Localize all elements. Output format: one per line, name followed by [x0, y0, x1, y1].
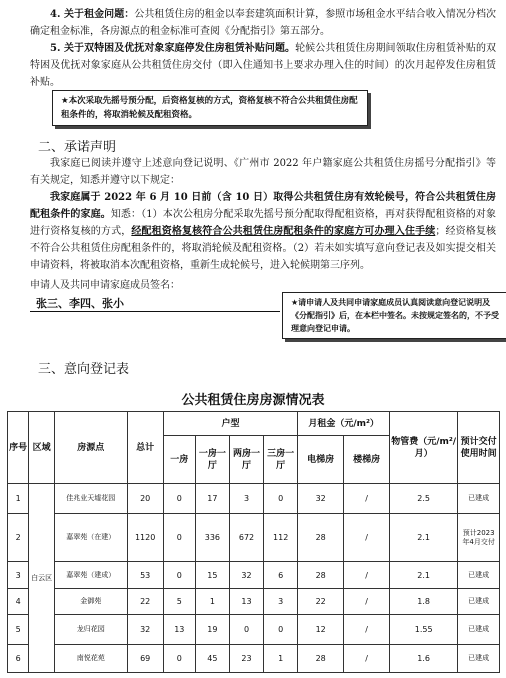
section-5-body: 轮候公共租赁住房期间领取住房租赁补贴的双特困及优抚对象家庭从公共租赁住房交付（即入住通知书上要求办理入住的时间）的次月起停发住房租赁补贴。: [30, 43, 497, 88]
section-4-paragraph: [30, 6, 496, 40]
cell-total: 22: [127, 589, 163, 615]
header-rent: 月租金（元/m²）: [298, 412, 390, 436]
cell-one-bed: 1: [195, 589, 229, 615]
cell-elevator-rent: 12: [298, 615, 344, 645]
table-row: [8, 514, 500, 562]
cell-stair-rent: /: [344, 589, 390, 615]
notice-text-review: ★本次采取先摇号预分配，后资格复核的方式，资格复核不符合公共租赁住房配租条件的，将取消轮候及配租资格。: [61, 96, 358, 120]
cell-fee: 1.55: [390, 615, 458, 645]
cell-district: 白云区: [29, 484, 55, 673]
cell-one-bed: 19: [195, 615, 229, 645]
cell-elevator-rent: 22: [298, 589, 344, 615]
cell-three-bed: 0: [264, 484, 298, 514]
table-row: [8, 484, 500, 514]
cell-three-bed: 6: [264, 562, 298, 589]
notice-box-review: [52, 90, 368, 126]
cell-one-room: 5: [163, 589, 195, 615]
subheader-one-bed-one-hall: 一房一厅: [195, 436, 229, 484]
cell-total: 69: [127, 645, 163, 673]
cell-seq: 1: [8, 484, 29, 514]
cell-elevator-rent: 28: [298, 514, 344, 562]
cell-total: 53: [127, 562, 163, 589]
cell-stair-rent: /: [344, 645, 390, 673]
cell-total: 32: [127, 615, 163, 645]
section-4-body: 公共租赁住房的租金以奉套建筑面积计算，参照市场租金水平结合收入情况分档次确定租金标准，各房源点的租金标准可查阅《分配指引》第五部分。: [30, 9, 497, 37]
cell-project: 嘉翠苑（在建）: [54, 514, 127, 562]
cell-one-bed: 17: [195, 484, 229, 514]
cell-fee: 2.1: [390, 514, 458, 562]
subheader-one-room: 一房: [163, 436, 195, 484]
cell-one-room: 0: [163, 562, 195, 589]
cell-project: 佳兆业天墟花园: [54, 484, 127, 514]
table-title: 公共租赁住房房源情况表: [181, 393, 325, 408]
cell-elevator-rent: 32: [298, 484, 344, 514]
cell-stair-rent: /: [344, 514, 390, 562]
cell-total: 20: [127, 484, 163, 514]
cell-one-room: 13: [163, 615, 195, 645]
cell-delivery: 已建成: [458, 645, 500, 673]
cell-three-bed: 1: [264, 645, 298, 673]
cell-one-room: 0: [163, 484, 195, 514]
subheader-elevator: 电梯房: [298, 436, 344, 484]
cell-delivery: 已建成: [458, 484, 500, 514]
header-district: 区域: [29, 412, 55, 484]
housing-table: [7, 411, 500, 673]
signature-line: [30, 311, 280, 312]
table-row: [8, 615, 500, 645]
cell-seq: 4: [8, 589, 29, 615]
cell-two-bed: 3: [229, 484, 263, 514]
cell-elevator-rent: 28: [298, 645, 344, 673]
cell-delivery: 预计2023年4月交付: [458, 514, 500, 562]
signature-names: 张三、李四、张小: [36, 297, 124, 310]
cell-fee: 2.5: [390, 484, 458, 514]
subheader-stair: 楼梯房: [344, 436, 390, 484]
section-3-heading: 三、意向登记表: [38, 362, 130, 377]
declaration-p1: 我家庭已阅读并遵守上述意向登记说明、《广州市 2022 年户籍家庭公共租赁住房摇号分配指引》等有关规定，知悉并遵守以下规定：: [30, 158, 496, 186]
subheader-two-bed-one-hall: 两房一厅: [229, 436, 263, 484]
cell-three-bed: 112: [264, 514, 298, 562]
cell-project: 南悦花苑: [54, 645, 127, 673]
cell-one-room: 0: [163, 645, 195, 673]
signature-label: 申请人及共同申请家庭成员签名：: [30, 280, 180, 291]
cell-two-bed: 672: [229, 514, 263, 562]
header-seq: 序号: [8, 412, 29, 484]
section-2-heading: 二、承诺声明: [38, 140, 117, 155]
cell-total: 1120: [127, 514, 163, 562]
cell-three-bed: 3: [264, 589, 298, 615]
declaration-underline: 经配租资格复核符合公共租赁住房配租条件的家庭方可办理入住手续: [131, 226, 436, 237]
cell-delivery: 已建成: [458, 589, 500, 615]
cell-fee: 1.6: [390, 645, 458, 673]
header-delivery: 预计交付使用时间: [458, 412, 500, 484]
table-row: [8, 562, 500, 589]
header-layout: 户型: [163, 412, 297, 436]
declaration-mid: 知悉：（1）本次公租房分配采取先摇号预分配取得配租资格，再对获得配租资格的对象进行资格复核的方式，: [30, 209, 496, 237]
cell-project: 金御苑: [54, 589, 127, 615]
subheader-three-bed-one-hall: 三房一厅: [264, 436, 298, 484]
cell-two-bed: 32: [229, 562, 263, 589]
cell-stair-rent: /: [344, 615, 390, 645]
cell-elevator-rent: 28: [298, 562, 344, 589]
declaration-tail: ；经资格复核不符合公共租赁住房配租条件的，将取消轮候及配租资格。（2）若未如实填写意向登记表及如实提交相关申请资料，将被取消本次配租资格，重新生成轮候号，进入轮候期第三序列。: [30, 226, 497, 271]
table-row: [8, 589, 500, 615]
cell-one-bed: 336: [195, 514, 229, 562]
cell-project: 嘉翠苑（建成）: [54, 562, 127, 589]
cell-seq: 2: [8, 514, 29, 562]
cell-two-bed: 13: [229, 589, 263, 615]
header-property-fee: 物管费（元/m²/月）: [390, 412, 458, 484]
cell-delivery: 已建成: [458, 615, 500, 645]
table-row: [8, 645, 500, 673]
cell-seq: 3: [8, 562, 29, 589]
cell-delivery: 已建成: [458, 562, 500, 589]
cell-seq: 5: [8, 615, 29, 645]
header-total: 总计: [127, 412, 163, 484]
cell-one-bed: 15: [195, 562, 229, 589]
cell-fee: 1.8: [390, 589, 458, 615]
notice-text-signature: ★请申请人及共同申请家庭成员认真阅读意向登记说明及《分配指引》后，在本栏中签名。未按规定签名的，不予受理意向登记申请。: [291, 298, 499, 333]
cell-fee: 2.1: [390, 562, 458, 589]
declaration-p2: [30, 189, 496, 274]
cell-three-bed: 0: [264, 615, 298, 645]
cell-two-bed: 23: [229, 645, 263, 673]
cell-stair-rent: /: [344, 562, 390, 589]
cell-project: 龙归花园: [54, 615, 127, 645]
cell-one-room: 0: [163, 514, 195, 562]
cell-seq: 6: [8, 645, 29, 673]
section-5-paragraph: [30, 40, 496, 91]
notice-box-signature: [282, 292, 506, 339]
cell-one-bed: 45: [195, 645, 229, 673]
declaration-bold: 我家庭属于 2022 年 6 月 10 日前（含 10 日）取得公共租赁住房有效轮候号，符合公共租赁住房配租条件的家庭。: [30, 192, 496, 220]
section-5-title: 5. 关于双特困及优抚对象家庭停发住房租赁补贴问题。: [50, 43, 296, 54]
section-4-title: 4. 关于租金问题：: [50, 9, 135, 20]
cell-two-bed: 0: [229, 615, 263, 645]
cell-stair-rent: /: [344, 484, 390, 514]
header-project: 房源点: [54, 412, 127, 484]
